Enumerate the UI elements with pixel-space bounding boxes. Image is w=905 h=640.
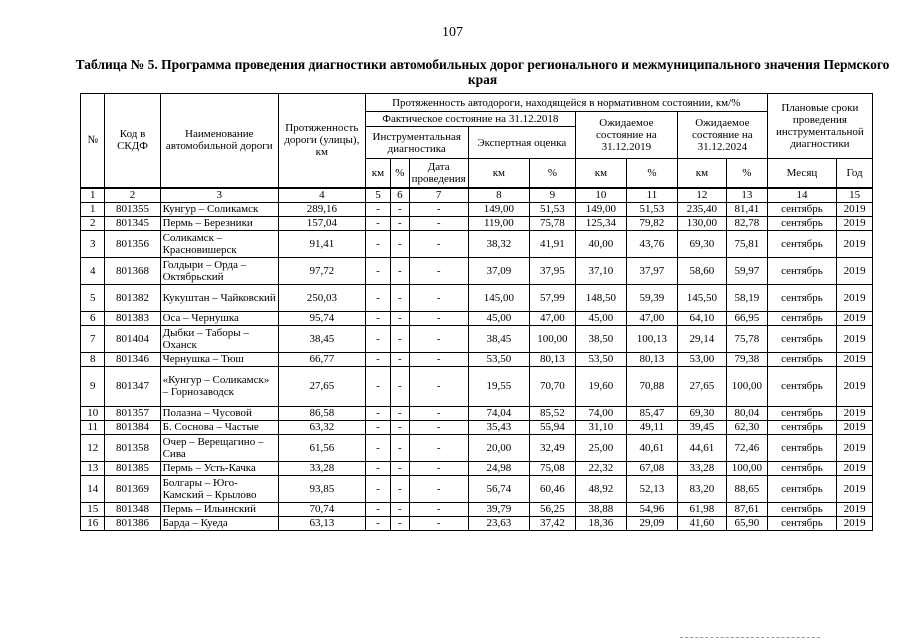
planned-year-cell: 2019 [837,202,873,216]
expected-2019-km-cell: 74,00 [575,406,626,420]
expected-2019-pct-cell: 67,08 [626,461,677,475]
instrumental-km-cell: - [365,420,391,434]
instrumental-pct-cell: - [391,434,409,461]
planned-year-cell: 2019 [837,502,873,516]
expected-2019-pct-cell: 59,39 [626,284,677,311]
column-number: 7 [409,188,468,203]
planned-month-cell: сентябрь [767,257,836,284]
expert-pct-cell: 60,46 [529,475,575,502]
row-number-cell: 2 [81,216,105,230]
instrumental-pct-cell: - [391,461,409,475]
row-number-cell: 16 [81,516,105,530]
expert-km-cell: 74,04 [468,406,529,420]
header-km: км [677,159,726,188]
road-name-cell: Дыбки – Таборы – Оханск [160,325,278,352]
road-length-cell: 27,65 [278,366,365,406]
column-number: 5 [365,188,391,203]
road-name-cell: Кунгур – Соликамск [160,202,278,216]
planned-month-cell: сентябрь [767,406,836,420]
expected-2024-pct-cell: 100,00 [726,461,767,475]
road-code-cell: 801385 [105,461,160,475]
road-length-cell: 250,03 [278,284,365,311]
planned-year-cell: 2019 [837,230,873,257]
instrumental-km-cell: - [365,325,391,352]
expected-2024-km-cell: 145,50 [677,284,726,311]
road-name-cell: Оса – Чернушка [160,311,278,325]
row-number-cell: 6 [81,311,105,325]
instrumental-date-cell: - [409,406,468,420]
road-length-cell: 86,58 [278,406,365,420]
instrumental-km-cell: - [365,366,391,406]
expert-km-cell: 19,55 [468,366,529,406]
table-row [81,257,873,284]
header-expected-2019: Ожидаемое состояние на 31.12.2019 [575,112,677,159]
expert-pct-cell: 56,25 [529,502,575,516]
instrumental-km-cell: - [365,352,391,366]
header-km: км [575,159,626,188]
instrumental-km-cell: - [365,461,391,475]
expected-2019-pct-cell: 85,47 [626,406,677,420]
expert-pct-cell: 41,91 [529,230,575,257]
table-row [81,216,873,230]
expected-2019-km-cell: 38,50 [575,325,626,352]
planned-month-cell: сентябрь [767,475,836,502]
header-year: Год [837,159,873,188]
road-length-cell: 289,16 [278,202,365,216]
road-name-cell: Чернушка – Тюш [160,352,278,366]
diagnostics-program-table [80,93,873,531]
table-row [81,366,873,406]
instrumental-pct-cell: - [391,202,409,216]
expert-pct-cell: 32,49 [529,434,575,461]
expected-2019-pct-cell: 79,82 [626,216,677,230]
instrumental-km-cell: - [365,311,391,325]
road-name-cell: Барда – Куеда [160,516,278,530]
expected-2019-km-cell: 125,34 [575,216,626,230]
expert-pct-cell: 37,95 [529,257,575,284]
expected-2024-pct-cell: 75,81 [726,230,767,257]
table-row [81,502,873,516]
header-expected-2024: Ожидаемое состояние на 31.12.2024 [677,112,767,159]
header-month: Месяц [767,159,836,188]
road-code-cell: 801383 [105,311,160,325]
expected-2019-pct-cell: 52,13 [626,475,677,502]
expert-km-cell: 53,50 [468,352,529,366]
expected-2024-km-cell: 41,60 [677,516,726,530]
expected-2024-pct-cell: 100,00 [726,366,767,406]
instrumental-pct-cell: - [391,325,409,352]
planned-month-cell: сентябрь [767,216,836,230]
road-length-cell: 91,41 [278,230,365,257]
road-length-cell: 33,28 [278,461,365,475]
instrumental-date-cell: - [409,325,468,352]
table-row [81,352,873,366]
table-row [81,311,873,325]
road-name-cell: Б. Соснова – Частые [160,420,278,434]
road-code-cell: 801382 [105,284,160,311]
road-code-cell: 801357 [105,406,160,420]
expected-2024-km-cell: 69,30 [677,406,726,420]
road-length-cell: 157,04 [278,216,365,230]
planned-month-cell: сентябрь [767,461,836,475]
expert-km-cell: 45,00 [468,311,529,325]
road-length-cell: 70,74 [278,502,365,516]
expert-pct-cell: 100,00 [529,325,575,352]
expert-pct-cell: 85,52 [529,406,575,420]
planned-month-cell: сентябрь [767,325,836,352]
planned-year-cell: 2019 [837,516,873,530]
expected-2024-km-cell: 130,00 [677,216,726,230]
column-number: 15 [837,188,873,203]
road-code-cell: 801358 [105,434,160,461]
instrumental-pct-cell: - [391,216,409,230]
expected-2019-pct-cell: 70,88 [626,366,677,406]
road-code-cell: 801348 [105,502,160,516]
expected-2024-km-cell: 83,20 [677,475,726,502]
instrumental-pct-cell: - [391,230,409,257]
expected-2024-km-cell: 69,30 [677,230,726,257]
planned-month-cell: сентябрь [767,230,836,257]
table-row [81,516,873,530]
expected-2024-km-cell: 53,00 [677,352,726,366]
road-name-cell: «Кунгур – Соликамск» – Горнозаводск [160,366,278,406]
expected-2019-km-cell: 48,92 [575,475,626,502]
instrumental-km-cell: - [365,257,391,284]
planned-year-cell: 2019 [837,406,873,420]
header-pct: % [626,159,677,188]
planned-month-cell: сентябрь [767,434,836,461]
road-code-cell: 801345 [105,216,160,230]
road-name-cell: Очер – Верещагино – Сива [160,434,278,461]
road-code-cell: 801346 [105,352,160,366]
table-row [81,202,873,216]
expected-2019-pct-cell: 49,11 [626,420,677,434]
expected-2019-km-cell: 19,60 [575,366,626,406]
expected-2024-pct-cell: 80,04 [726,406,767,420]
planned-year-cell: 2019 [837,216,873,230]
instrumental-date-cell: - [409,502,468,516]
expected-2019-km-cell: 149,00 [575,202,626,216]
expert-pct-cell: 75,78 [529,216,575,230]
planned-year-cell: 2019 [837,257,873,284]
instrumental-date-cell: - [409,216,468,230]
planned-year-cell: 2019 [837,366,873,406]
header-normative: Протяженность автодороги, находящейся в нормативном состоянии, км/% [365,94,767,112]
expected-2024-pct-cell: 72,46 [726,434,767,461]
planned-month-cell: сентябрь [767,284,836,311]
instrumental-km-cell: - [365,230,391,257]
instrumental-pct-cell: - [391,420,409,434]
table-row [81,284,873,311]
road-name-cell: Пермь – Ильинский [160,502,278,516]
instrumental-pct-cell: - [391,502,409,516]
expected-2019-km-cell: 25,00 [575,434,626,461]
planned-month-cell: сентябрь [767,502,836,516]
expected-2019-km-cell: 22,32 [575,461,626,475]
expected-2019-km-cell: 18,36 [575,516,626,530]
expected-2024-km-cell: 27,65 [677,366,726,406]
table-row [81,461,873,475]
road-name-cell: Пермь – Березники [160,216,278,230]
planned-month-cell: сентябрь [767,366,836,406]
road-code-cell: 801384 [105,420,160,434]
instrumental-pct-cell: - [391,257,409,284]
expert-pct-cell: 70,70 [529,366,575,406]
road-name-cell: Кукуштан – Чайковский [160,284,278,311]
planned-year-cell: 2019 [837,420,873,434]
header-km: км [365,159,391,188]
column-numbers-row [81,188,873,203]
instrumental-km-cell: - [365,516,391,530]
instrumental-pct-cell: - [391,516,409,530]
instrumental-date-cell: - [409,230,468,257]
expected-2024-km-cell: 235,40 [677,202,726,216]
header-no: № [81,94,105,188]
planned-year-cell: 2019 [837,352,873,366]
expected-2024-pct-cell: 62,30 [726,420,767,434]
expert-km-cell: 23,63 [468,516,529,530]
expected-2024-km-cell: 61,98 [677,502,726,516]
expert-pct-cell: 47,00 [529,311,575,325]
header-instrumental: Инструментальная диагностика [365,127,468,159]
instrumental-date-cell: - [409,420,468,434]
table-row [81,420,873,434]
planned-year-cell: 2019 [837,461,873,475]
instrumental-pct-cell: - [391,366,409,406]
planned-month-cell: сентябрь [767,516,836,530]
expected-2019-pct-cell: 37,97 [626,257,677,284]
column-number: 13 [726,188,767,203]
expected-2024-km-cell: 64,10 [677,311,726,325]
road-length-cell: 97,72 [278,257,365,284]
instrumental-date-cell: - [409,434,468,461]
header-code: Код в СКДФ [105,94,160,188]
column-number: 9 [529,188,575,203]
expert-km-cell: 145,00 [468,284,529,311]
expected-2024-pct-cell: 87,61 [726,502,767,516]
road-length-cell: 38,45 [278,325,365,352]
table-row [81,230,873,257]
instrumental-km-cell: - [365,475,391,502]
planned-month-cell: сентябрь [767,352,836,366]
road-name-cell: Голдыри – Орда – Октябрьский [160,257,278,284]
header-km: км [468,159,529,188]
column-number: 11 [626,188,677,203]
table-body [81,202,873,530]
expert-km-cell: 24,98 [468,461,529,475]
expert-km-cell: 38,45 [468,325,529,352]
planned-year-cell: 2019 [837,311,873,325]
road-code-cell: 801369 [105,475,160,502]
expert-km-cell: 38,32 [468,230,529,257]
expected-2019-pct-cell: 54,96 [626,502,677,516]
planned-month-cell: сентябрь [767,420,836,434]
row-number-cell: 15 [81,502,105,516]
header-pct: % [726,159,767,188]
road-length-cell: 66,77 [278,352,365,366]
table-row [81,434,873,461]
row-number-cell: 5 [81,284,105,311]
column-number: 8 [468,188,529,203]
expert-pct-cell: 51,53 [529,202,575,216]
instrumental-date-cell: - [409,475,468,502]
instrumental-pct-cell: - [391,311,409,325]
column-number: 2 [105,188,160,203]
planned-year-cell: 2019 [837,325,873,352]
expected-2019-km-cell: 45,00 [575,311,626,325]
expert-pct-cell: 37,42 [529,516,575,530]
expert-km-cell: 39,79 [468,502,529,516]
expected-2024-km-cell: 39,45 [677,420,726,434]
instrumental-km-cell: - [365,216,391,230]
expected-2019-pct-cell: 29,09 [626,516,677,530]
road-name-cell: Соликамск – Красновишерск [160,230,278,257]
page-edge-rule [680,637,820,638]
instrumental-date-cell: - [409,366,468,406]
expert-pct-cell: 55,94 [529,420,575,434]
row-number-cell: 9 [81,366,105,406]
expected-2024-pct-cell: 81,41 [726,202,767,216]
header-actual: Фактическое состояние на 31.12.2018 [365,112,575,127]
column-number: 4 [278,188,365,203]
road-name-cell: Полазна – Чусовой [160,406,278,420]
instrumental-km-cell: - [365,406,391,420]
planned-month-cell: сентябрь [767,202,836,216]
expert-km-cell: 56,74 [468,475,529,502]
planned-month-cell: сентябрь [767,311,836,325]
header-date: Дата проведения [409,159,468,188]
row-number-cell: 3 [81,230,105,257]
instrumental-date-cell: - [409,352,468,366]
column-number: 12 [677,188,726,203]
instrumental-km-cell: - [365,284,391,311]
row-number-cell: 1 [81,202,105,216]
instrumental-km-cell: - [365,502,391,516]
instrumental-date-cell: - [409,202,468,216]
row-number-cell: 13 [81,461,105,475]
instrumental-pct-cell: - [391,475,409,502]
road-length-cell: 95,74 [278,311,365,325]
expected-2024-pct-cell: 66,95 [726,311,767,325]
instrumental-pct-cell: - [391,352,409,366]
header-name: Наименование автомобильной дороги [160,94,278,188]
row-number-cell: 8 [81,352,105,366]
instrumental-pct-cell: - [391,284,409,311]
expected-2024-pct-cell: 59,97 [726,257,767,284]
row-number-cell: 11 [81,420,105,434]
expected-2024-pct-cell: 65,90 [726,516,767,530]
expected-2019-pct-cell: 100,13 [626,325,677,352]
instrumental-pct-cell: - [391,406,409,420]
expert-pct-cell: 57,99 [529,284,575,311]
expert-pct-cell: 75,08 [529,461,575,475]
expected-2019-km-cell: 38,88 [575,502,626,516]
table-title: Таблица № 5. Программа проведения диагностики автомобильных дорог регионального и межмуниципального значения Пермского края [75,57,890,87]
road-code-cell: 801404 [105,325,160,352]
instrumental-km-cell: - [365,434,391,461]
expected-2019-km-cell: 31,10 [575,420,626,434]
table-row [81,475,873,502]
row-number-cell: 12 [81,434,105,461]
road-code-cell: 801368 [105,257,160,284]
column-number: 1 [81,188,105,203]
header-planned: Плановые сроки проведения инструментальной диагностики [767,94,872,159]
expected-2024-km-cell: 33,28 [677,461,726,475]
header-length: Протяженность дороги (улицы), км [278,94,365,188]
row-number-cell: 7 [81,325,105,352]
expected-2019-km-cell: 53,50 [575,352,626,366]
planned-year-cell: 2019 [837,475,873,502]
expected-2019-pct-cell: 80,13 [626,352,677,366]
expected-2019-pct-cell: 47,00 [626,311,677,325]
column-number: 6 [391,188,409,203]
page-number: 107 [442,25,463,40]
instrumental-date-cell: - [409,516,468,530]
expected-2024-pct-cell: 58,19 [726,284,767,311]
table-row [81,406,873,420]
expected-2024-pct-cell: 75,78 [726,325,767,352]
road-length-cell: 63,32 [278,420,365,434]
column-number: 3 [160,188,278,203]
row-number-cell: 14 [81,475,105,502]
road-code-cell: 801386 [105,516,160,530]
expert-km-cell: 119,00 [468,216,529,230]
expected-2024-pct-cell: 88,65 [726,475,767,502]
expected-2024-km-cell: 44,61 [677,434,726,461]
expected-2024-pct-cell: 79,38 [726,352,767,366]
expected-2024-km-cell: 58,60 [677,257,726,284]
expected-2019-km-cell: 148,50 [575,284,626,311]
road-length-cell: 63,13 [278,516,365,530]
expected-2019-km-cell: 37,10 [575,257,626,284]
road-name-cell: Пермь – Усть-Качка [160,461,278,475]
planned-year-cell: 2019 [837,284,873,311]
table-row [81,325,873,352]
header-pct: % [391,159,409,188]
expected-2024-pct-cell: 82,78 [726,216,767,230]
row-number-cell: 10 [81,406,105,420]
expert-km-cell: 37,09 [468,257,529,284]
header-expert: Экспертная оценка [468,127,575,159]
expected-2019-pct-cell: 40,61 [626,434,677,461]
expert-km-cell: 20,00 [468,434,529,461]
header-pct: % [529,159,575,188]
instrumental-date-cell: - [409,311,468,325]
column-number: 14 [767,188,836,203]
road-length-cell: 61,56 [278,434,365,461]
instrumental-date-cell: - [409,461,468,475]
expert-km-cell: 149,00 [468,202,529,216]
expected-2019-pct-cell: 43,76 [626,230,677,257]
instrumental-km-cell: - [365,202,391,216]
instrumental-date-cell: - [409,257,468,284]
road-name-cell: Болгары – Юго-Камский – Крылово [160,475,278,502]
expected-2019-pct-cell: 51,53 [626,202,677,216]
road-length-cell: 93,85 [278,475,365,502]
expert-pct-cell: 80,13 [529,352,575,366]
road-code-cell: 801355 [105,202,160,216]
road-code-cell: 801356 [105,230,160,257]
road-code-cell: 801347 [105,366,160,406]
instrumental-date-cell: - [409,284,468,311]
row-number-cell: 4 [81,257,105,284]
column-number: 10 [575,188,626,203]
expected-2019-km-cell: 40,00 [575,230,626,257]
planned-year-cell: 2019 [837,434,873,461]
expert-km-cell: 35,43 [468,420,529,434]
expected-2024-km-cell: 29,14 [677,325,726,352]
